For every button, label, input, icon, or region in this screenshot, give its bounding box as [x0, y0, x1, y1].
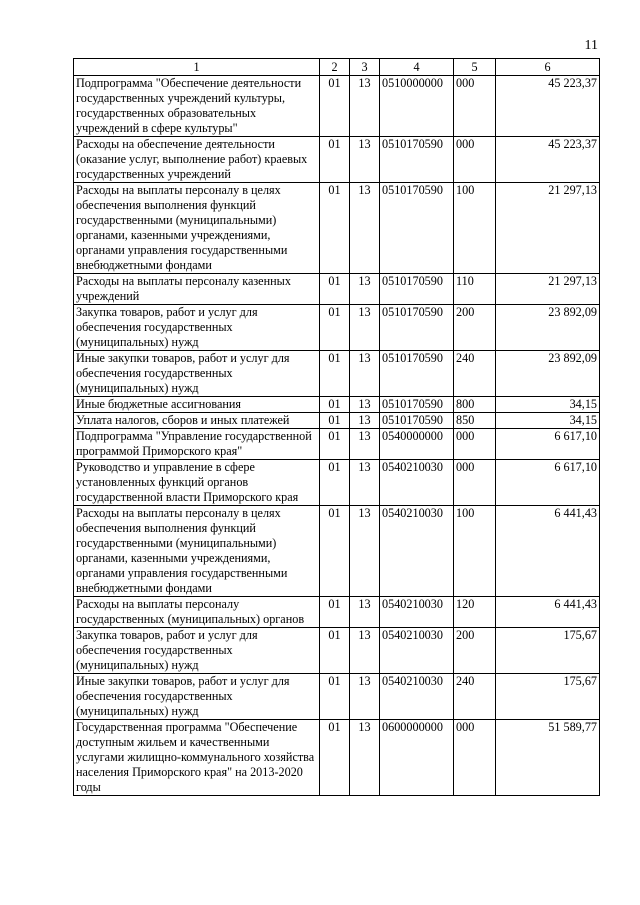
table-row — [74, 506, 600, 597]
table-row — [74, 674, 600, 720]
row-expense-type: 000 — [454, 137, 496, 183]
table-row — [74, 397, 600, 413]
row-subsection: 13 — [350, 413, 380, 429]
row-section: 01 — [320, 720, 350, 796]
row-expense-type: 800 — [454, 397, 496, 413]
row-target: 0510170590 — [380, 137, 454, 183]
row-name: Иные закупки товаров, работ и услуг для обеспечения государственных (муниципальных) нужд — [74, 674, 320, 720]
row-subsection: 13 — [350, 628, 380, 674]
header-target: 4 — [380, 59, 454, 76]
header-amount: 6 — [496, 59, 600, 76]
table-row — [74, 305, 600, 351]
row-amount: 23 892,09 — [496, 305, 600, 351]
row-expense-type: 850 — [454, 413, 496, 429]
row-expense-type: 120 — [454, 597, 496, 628]
row-target: 0540210030 — [380, 506, 454, 597]
row-subsection: 13 — [350, 460, 380, 506]
row-target: 0510170590 — [380, 305, 454, 351]
header-subsection: 3 — [350, 59, 380, 76]
row-expense-type: 240 — [454, 351, 496, 397]
row-name: Расходы на выплаты персоналу в целях обеспечения выполнения функций государственными (муниципальными) органами, казенными учреждениями, органами управления государственными внебюджетными фондами — [74, 506, 320, 597]
row-expense-type: 100 — [454, 183, 496, 274]
table-row — [74, 460, 600, 506]
row-section: 01 — [320, 460, 350, 506]
row-name: Расходы на выплаты персоналу в целях обеспечения выполнения функций государственными (муниципальными) органами, казенными учреждениями, органами управления государственными внебюджетными фондами — [74, 183, 320, 274]
row-name: Расходы на выплаты персоналу государственных (муниципальных) органов — [74, 597, 320, 628]
table-row — [74, 413, 600, 429]
row-section: 01 — [320, 183, 350, 274]
row-name: Расходы на выплаты персоналу казенных учреждений — [74, 274, 320, 305]
row-name: Уплата налогов, сборов и иных платежей — [74, 413, 320, 429]
row-amount: 51 589,77 — [496, 720, 600, 796]
table-row — [74, 274, 600, 305]
row-name: Расходы на обеспечение деятельности (оказание услуг, выполнение работ) краевых государственных учреждений — [74, 137, 320, 183]
table-row — [74, 628, 600, 674]
row-expense-type: 000 — [454, 460, 496, 506]
table-row — [74, 351, 600, 397]
row-name: Закупка товаров, работ и услуг для обеспечения государственных (муниципальных) нужд — [74, 305, 320, 351]
row-section: 01 — [320, 674, 350, 720]
row-section: 01 — [320, 506, 350, 597]
row-section: 01 — [320, 137, 350, 183]
row-name: Руководство и управление в сфере установленных функций органов государственной власти Приморского края — [74, 460, 320, 506]
row-subsection: 13 — [350, 305, 380, 351]
row-section: 01 — [320, 413, 350, 429]
row-expense-type: 000 — [454, 720, 496, 796]
row-amount: 45 223,37 — [496, 137, 600, 183]
row-amount: 34,15 — [496, 413, 600, 429]
row-expense-type: 200 — [454, 305, 496, 351]
row-amount: 21 297,13 — [496, 274, 600, 305]
table-row — [74, 597, 600, 628]
table-header-row — [74, 59, 600, 76]
row-expense-type: 000 — [454, 76, 496, 137]
row-section: 01 — [320, 76, 350, 137]
row-name: Иные бюджетные ассигнования — [74, 397, 320, 413]
row-expense-type: 200 — [454, 628, 496, 674]
row-amount: 45 223,37 — [496, 76, 600, 137]
row-amount: 21 297,13 — [496, 183, 600, 274]
row-subsection: 13 — [350, 183, 380, 274]
row-target: 0540000000 — [380, 429, 454, 460]
row-amount: 34,15 — [496, 397, 600, 413]
row-name: Закупка товаров, работ и услуг для обеспечения государственных (муниципальных) нужд — [74, 628, 320, 674]
row-subsection: 13 — [350, 76, 380, 137]
row-target: 0510170590 — [380, 397, 454, 413]
row-subsection: 13 — [350, 674, 380, 720]
table-row — [74, 137, 600, 183]
row-subsection: 13 — [350, 351, 380, 397]
row-name: Иные закупки товаров, работ и услуг для обеспечения государственных (муниципальных) нужд — [74, 351, 320, 397]
row-expense-type: 240 — [454, 674, 496, 720]
row-expense-type: 100 — [454, 506, 496, 597]
row-target: 0540210030 — [380, 597, 454, 628]
row-target: 0510170590 — [380, 351, 454, 397]
row-amount: 23 892,09 — [496, 351, 600, 397]
budget-table — [73, 58, 600, 796]
row-subsection: 13 — [350, 597, 380, 628]
row-amount: 6 617,10 — [496, 460, 600, 506]
row-section: 01 — [320, 597, 350, 628]
row-expense-type: 000 — [454, 429, 496, 460]
row-target: 0510000000 — [380, 76, 454, 137]
row-subsection: 13 — [350, 506, 380, 597]
table-row — [74, 76, 600, 137]
row-target: 0510170590 — [380, 183, 454, 274]
row-amount: 6 617,10 — [496, 429, 600, 460]
row-name: Подпрограмма "Обеспечение деятельности государственных учреждений культуры, государственных образовательных учреждений в сфере культуры" — [74, 76, 320, 137]
row-section: 01 — [320, 274, 350, 305]
row-target: 0510170590 — [380, 413, 454, 429]
row-target: 0600000000 — [380, 720, 454, 796]
row-subsection: 13 — [350, 720, 380, 796]
table-row — [74, 183, 600, 274]
row-amount: 175,67 — [496, 628, 600, 674]
row-target: 0510170590 — [380, 274, 454, 305]
row-subsection: 13 — [350, 137, 380, 183]
row-amount: 6 441,43 — [496, 506, 600, 597]
row-section: 01 — [320, 628, 350, 674]
table-row — [74, 429, 600, 460]
row-subsection: 13 — [350, 397, 380, 413]
row-subsection: 13 — [350, 274, 380, 305]
row-subsection: 13 — [350, 429, 380, 460]
row-amount: 175,67 — [496, 674, 600, 720]
row-target: 0540210030 — [380, 460, 454, 506]
table-row — [74, 720, 600, 796]
row-amount: 6 441,43 — [496, 597, 600, 628]
header-expense-type: 5 — [454, 59, 496, 76]
row-section: 01 — [320, 397, 350, 413]
row-section: 01 — [320, 429, 350, 460]
row-section: 01 — [320, 305, 350, 351]
row-target: 0540210030 — [380, 674, 454, 720]
page-number: 11 — [584, 38, 598, 53]
header-section: 2 — [320, 59, 350, 76]
row-section: 01 — [320, 351, 350, 397]
header-name: 1 — [74, 59, 320, 76]
row-name: Государственная программа "Обеспечение доступным жильем и качественными услугами жилищно-коммунального хозяйства населения Приморского края" на 2013-2020 годы — [74, 720, 320, 796]
row-target: 0540210030 — [380, 628, 454, 674]
row-name: Подпрограмма "Управление государственной программой Приморского края" — [74, 429, 320, 460]
row-expense-type: 110 — [454, 274, 496, 305]
